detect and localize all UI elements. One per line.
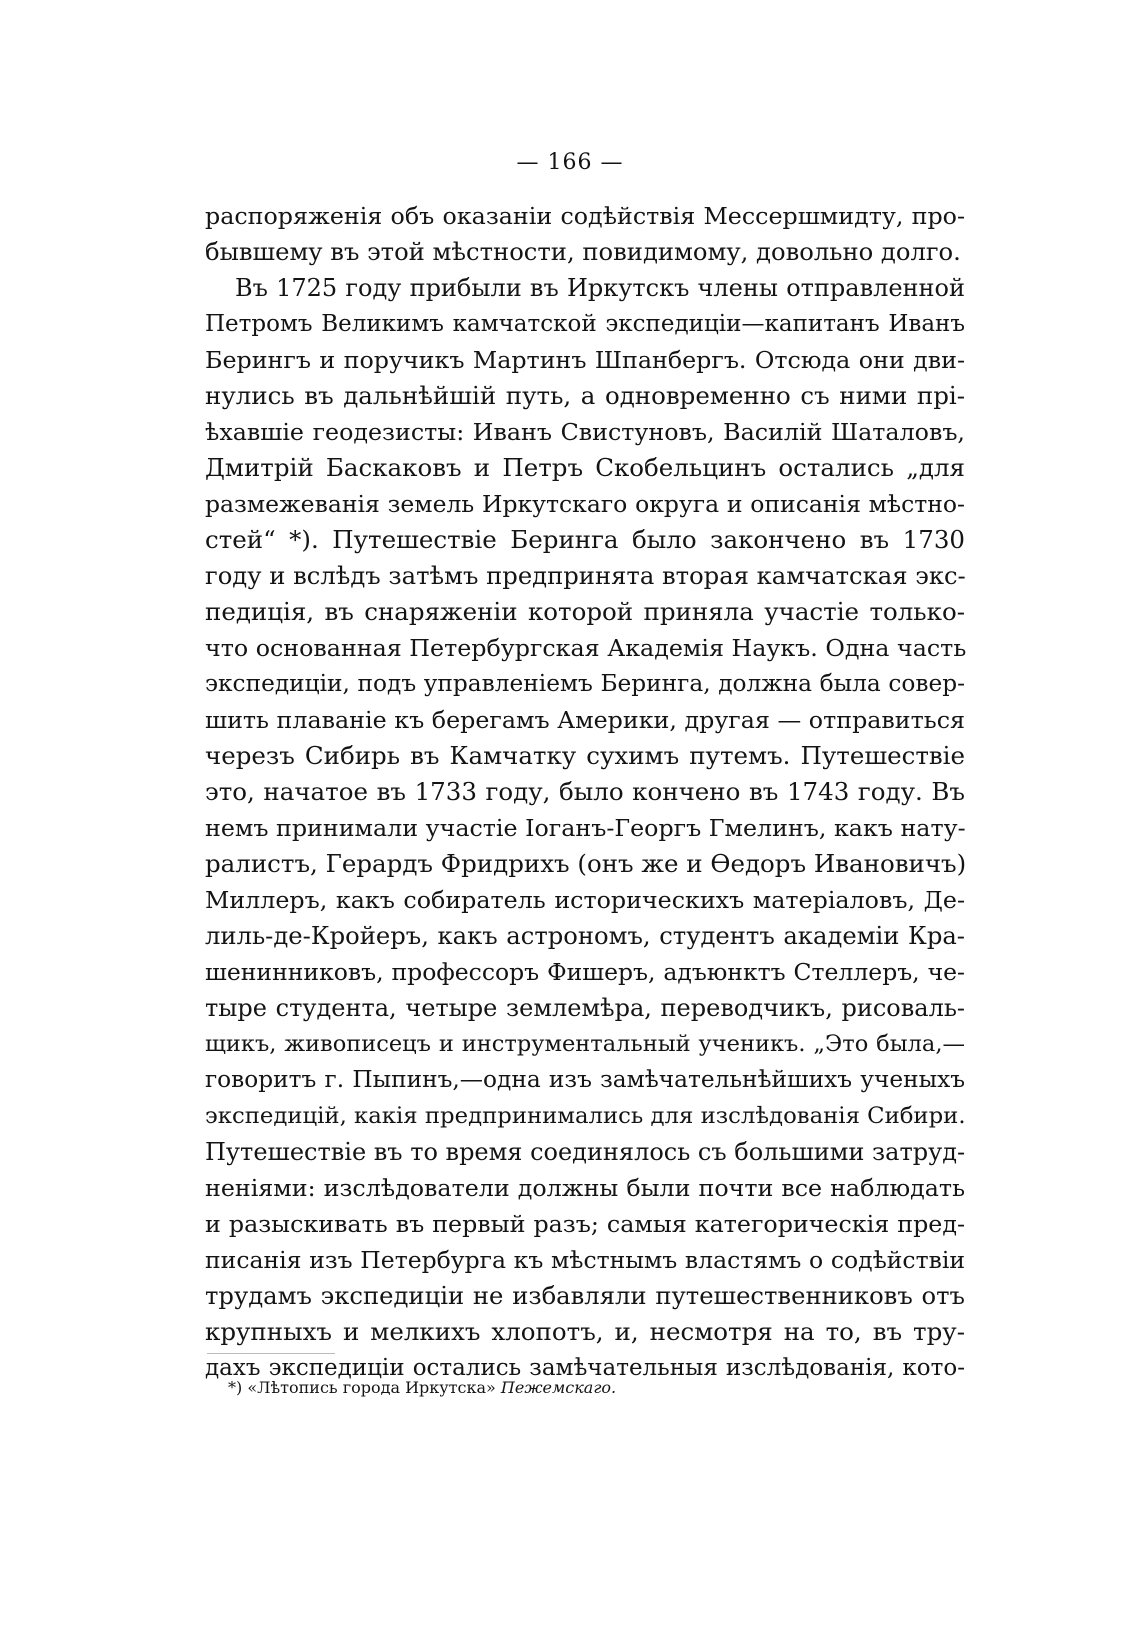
text-line: трудамъ экспедиціи не избавляли путешественниковъ отъ <box>205 1281 965 1310</box>
text-line: тыре студента, четыре землемѣра, переводчикъ, рисоваль- <box>205 994 965 1022</box>
text-line: крупныхъ и мелкихъ хлопотъ, и, несмотря на то, въ тру- <box>205 1317 965 1346</box>
text-line: Петромъ Великимъ камчатской экспедиціи—капитанъ Иванъ <box>205 311 965 337</box>
text-line: педиція, въ снаряженіи которой приняла участіе только- <box>205 597 965 626</box>
text-line: Берингъ и поручикъ Мартинъ Шпанбергъ. Отсюда они дви- <box>205 346 965 374</box>
page-number: — 166 — <box>516 150 624 175</box>
text-line: стей“ *). Путешествіе Беринга было закончено въ 1730 <box>205 525 965 554</box>
text-line: экспедицій, какія предпринимались для изслѣдованія Сибири. <box>205 1103 966 1129</box>
text-line: нулись въ дальнѣйшій путь, а одновременно съ ними прі- <box>205 381 965 410</box>
text-line: ѣхавшіе геодезисты: Иванъ Свистуновъ, Василій Шаталовъ, <box>205 418 965 446</box>
text-line: дахъ экспедиціи остались замѣчательныя изслѣдованія, кото- <box>205 1355 965 1381</box>
body-text <box>205 198 965 1386</box>
text-line: черезъ Сибирь въ Камчатку сухимъ путемъ. Путешествіе <box>205 741 965 770</box>
text-line: неніями: изслѣдователи должны были почти все наблюдать <box>205 1174 965 1202</box>
text-line: бывшему въ этой мѣстности, повидимому, довольно долго. <box>205 237 961 266</box>
text-line: году и вслѣдъ затѣмъ предпринята вторая камчатская экс- <box>205 561 966 590</box>
text-line: размежеванія земель Иркутскаго округа и описанія мѣстно- <box>205 490 965 518</box>
text-line: распоряженія объ оказаніи содѣйствія Мессершмидту, про- <box>205 202 965 230</box>
text-line: щикъ, живописецъ и инструментальный ученикъ. „Это была,— <box>205 1031 965 1057</box>
text-line: шенинниковъ, профессоръ Фишеръ, адъюнктъ Стеллеръ, че- <box>205 958 965 986</box>
text-line: немъ принимали участіе Іоганъ-Георгъ Гмелинъ, какъ нату- <box>205 814 966 842</box>
text-line: шить плаваніе къ берегамъ Америки, другая — отправиться <box>205 706 965 734</box>
footnote <box>228 1378 616 1397</box>
text-line: что основанная Петербургская Академія Наукъ. Одна часть <box>205 634 967 662</box>
text-line: Путешествіе въ то время соединялось съ большими затруд- <box>205 1138 966 1166</box>
text-line: и разыскивать въ первый разъ; самыя категорическія пред- <box>205 1210 965 1238</box>
footnote-marker: *) <box>228 1378 243 1397</box>
text-line: Дмитрій Баскаковъ и Петръ Скобельцинъ остались „для <box>205 453 965 482</box>
footnote-divider <box>207 1353 335 1354</box>
text-line: говоритъ г. Пыпинъ,—одна изъ замѣчательнѣйшихъ ученыхъ <box>205 1066 965 1093</box>
text-line: ралистъ, Герардъ Фридрихъ (онъ же и Ѳедоръ Ивановичъ) <box>205 849 967 878</box>
text-line: Миллеръ, какъ собиратель историческихъ матеріаловъ, Де- <box>205 886 965 914</box>
text-line: экспедиціи, подъ управленіемъ Беринга, должна была совер- <box>205 670 965 697</box>
footnote-title: «Лѣтопись города Иркутска» <box>247 1378 496 1397</box>
text-line: Въ 1725 году прибыли въ Иркутскъ члены отправленной <box>235 274 965 302</box>
text-line: лиль-де-Кройеръ, какъ астрономъ, студентъ академіи Кра- <box>205 921 965 950</box>
text-line: писанія изъ Петербурга къ мѣстнымъ властямъ о содѣйствіи <box>205 1246 965 1274</box>
text-line: это, начатое въ 1733 году, было кончено въ 1743 году. Въ <box>205 777 965 806</box>
footnote-author: Пежемскаго. <box>500 1378 617 1397</box>
